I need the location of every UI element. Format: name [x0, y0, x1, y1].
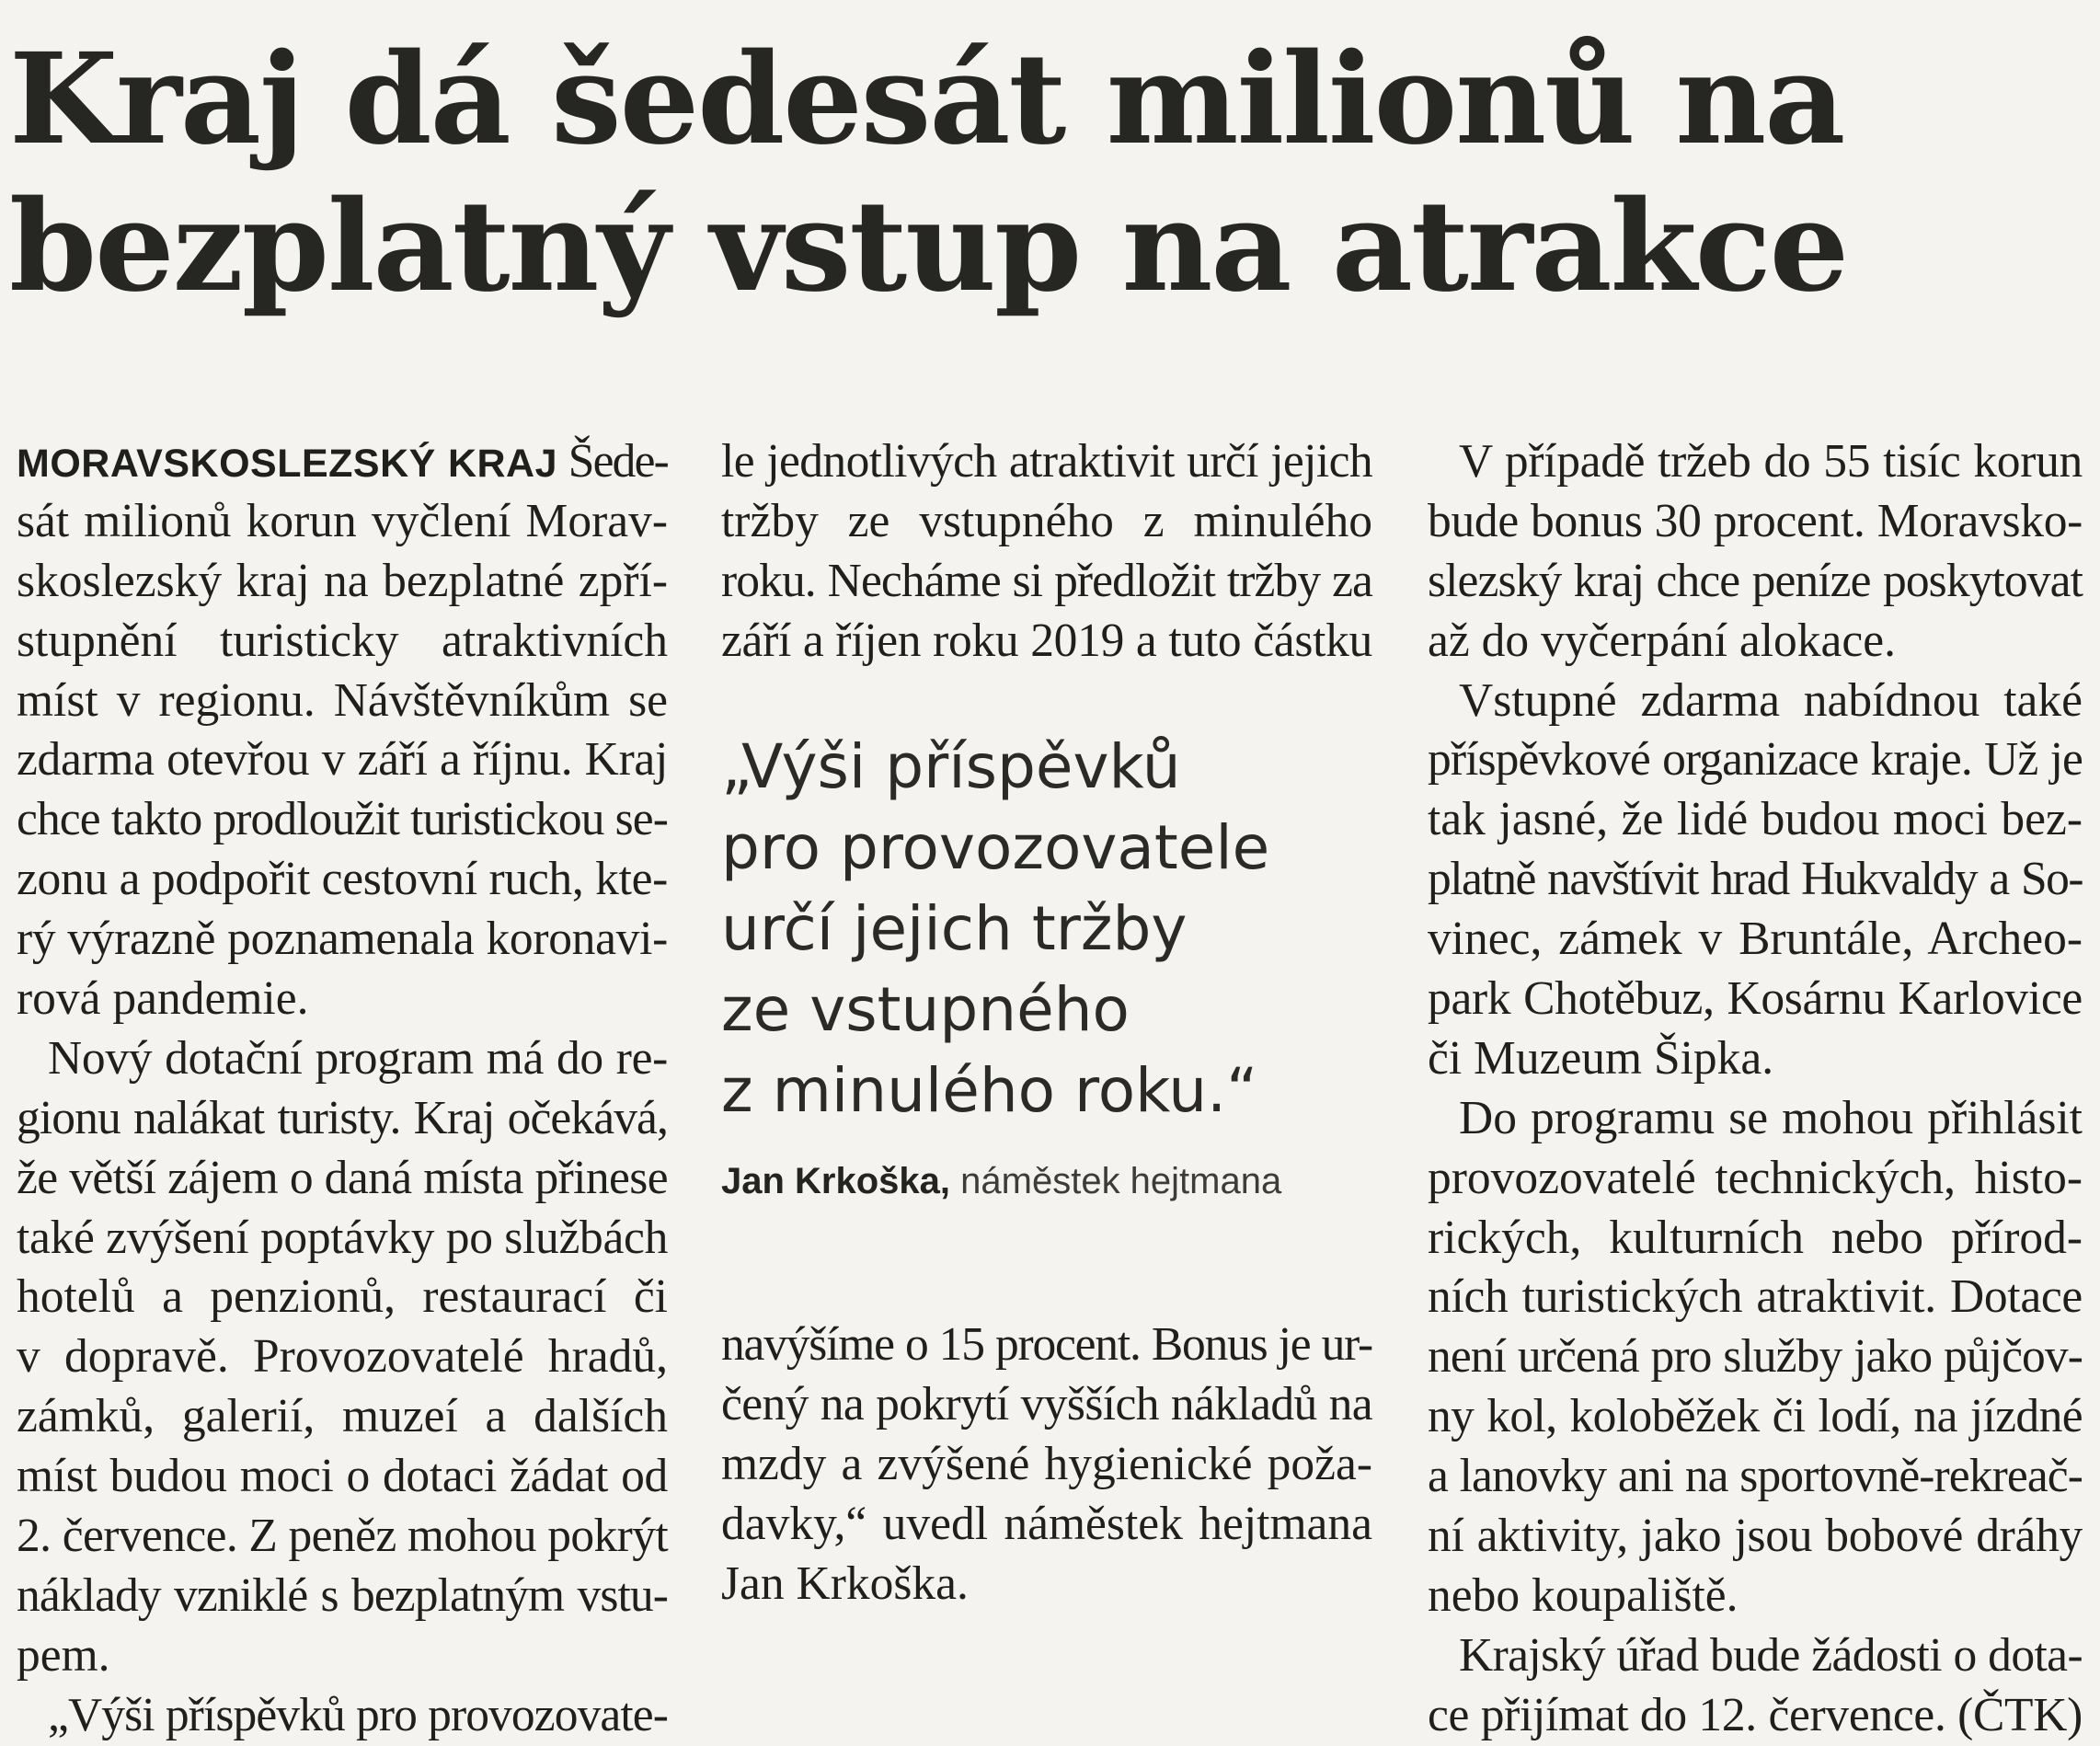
headline-line-2: bezplatný vstup na atrakce — [9, 173, 1848, 320]
text-line: rických, kulturních nebo přírod- — [1428, 1211, 2083, 1264]
column-1-first-line — [17, 432, 668, 492]
text-line: „Výši příspěvků pro provozovate- — [48, 1688, 668, 1741]
column-1-paragraph-2 — [17, 1029, 668, 1686]
text-line: Jan Krkoška. — [721, 1556, 969, 1610]
text-line: slezský kraj chce peníze poskytovat — [1428, 554, 2083, 607]
text-line: navýšíme o 15 procent. Bonus je ur- — [721, 1318, 1372, 1371]
text-line: ny kol, koloběžek či lodí, na jízdné — [1428, 1390, 2083, 1443]
text-line: čený na pokrytí vyšších nákladů na — [721, 1377, 1372, 1430]
text-line: v dopravě. Provozovatelé hradů, — [17, 1330, 668, 1384]
text-line: není určená pro služby jako půjčov- — [1428, 1330, 2083, 1384]
text-line: září a říjen roku 2019 a tuto částku — [721, 614, 1372, 667]
text-line: rová pandemie. — [17, 972, 309, 1026]
text-line: ních turistických atraktivit. Dotace — [1428, 1270, 2083, 1324]
text-line: gionu nalákat turisty. Kraj očekává, — [17, 1091, 668, 1144]
column-3-paragraph-1 — [1428, 432, 2083, 672]
article-column-1 — [17, 432, 668, 1746]
text-line: hotelů a penzionů, restaurací či — [17, 1270, 668, 1324]
text-line: vinec, zámek v Bruntále, Archeo- — [1428, 913, 2083, 966]
pull-quote-line: „Výši příspěvků — [721, 731, 1181, 802]
text-line: bude bonus 30 procent. Moravsko- — [1428, 494, 2083, 547]
text-line: pem. — [17, 1628, 110, 1682]
text-line: tržby ze vstupného z minulého — [721, 494, 1372, 547]
pull-quote-line: ze vstupného — [721, 974, 1130, 1045]
column-1-paragraph-3 — [17, 1686, 668, 1746]
pull-quote-line: z minulého roku.“ — [721, 1055, 1258, 1126]
quote-attribution — [721, 1161, 1383, 1202]
text-line: stupnění turisticky atraktivních — [17, 614, 668, 667]
text-line: tak jasné, že lidé budou moci bez- — [1428, 793, 2083, 846]
text-line: příspěvkové organizace kraje. Už je — [1428, 733, 2083, 787]
pull-quote — [721, 727, 1365, 1131]
article-column-2-top — [721, 432, 1372, 672]
text-line: provozovatelé technických, histo- — [1428, 1151, 2083, 1204]
text-line: Vstupné zdarma nabídnou také — [1459, 673, 2083, 727]
first-line-text: Šede- — [557, 435, 668, 488]
text-line: platně navštívit hrad Hukvaldy a So- — [1428, 853, 2083, 906]
text-line: skoslezský kraj na bezplatné zpří- — [17, 554, 668, 607]
attribution-role: náměstek hejtmana — [950, 1161, 1282, 1201]
text-line: Krajský úřad bude žádosti o dota- — [1459, 1628, 2083, 1682]
text-line: zámků, galerií, muzeí a dalších — [17, 1390, 668, 1443]
text-line: zdarma otevřou v září a říjnu. Kraj — [17, 733, 668, 787]
text-line: mzdy a zvýšené hygienické poža- — [721, 1437, 1372, 1490]
text-line: roku. Necháme si předložit tržby za — [721, 554, 1372, 607]
text-line: rý výrazně poznamenala koronavi- — [17, 913, 668, 966]
text-line: a lanovky ani na sportovně-rekreač- — [1428, 1450, 2083, 1503]
text-line: ní aktivity, jako jsou bobové dráhy — [1428, 1510, 2083, 1563]
text-line: zonu a podpořit cestovní ruch, kte- — [17, 853, 668, 906]
text-line: náklady vzniklé s bezplatným vstu- — [17, 1568, 668, 1622]
text-line: Nový dotační program má do re- — [48, 1031, 668, 1085]
column-1-paragraph-1 — [17, 492, 668, 1029]
text-line: park Chotěbuz, Kosárnu Karlovice — [1428, 972, 2083, 1026]
article-column-2-bottom — [721, 1315, 1372, 1614]
text-line: V případě tržeb do 55 tisíc korun — [1459, 435, 2083, 488]
pull-quote-line: pro provozovatele — [721, 812, 1270, 883]
headline-line-1: Kraj dá šedesát milionů na — [9, 26, 1844, 173]
attribution-name: Jan Krkoška, — [721, 1161, 951, 1201]
text-line: že větší zájem o daná místa přinese — [17, 1151, 668, 1204]
text-line: také zvýšení poptávky po službách — [17, 1211, 669, 1264]
column-3-paragraph-2 — [1428, 672, 2083, 1089]
text-line: Do programu se mohou přihlásit — [1459, 1091, 2083, 1144]
article-column-3 — [1428, 432, 2083, 1746]
text-line: davky,“ uvedl náměstek hejtmana — [721, 1497, 1372, 1550]
text-line: 2. července. Z peněz mohou pokrýt — [17, 1510, 669, 1563]
text-line: až do vyčerpání alokace. — [1428, 614, 1896, 667]
text-line: ce přijímat do 12. července. (ČTK) — [1428, 1688, 2083, 1741]
text-line: míst budou moci o dotaci žádat od — [17, 1450, 668, 1503]
dateline: MORAVSKOSLEZSKÝ KRAJ — [17, 442, 558, 486]
text-line: či Muzeum Šipka. — [1428, 1031, 1774, 1085]
article-headline — [9, 26, 2088, 320]
text-line: sát milionů korun vyčlení Morav- — [17, 494, 668, 547]
text-line: nebo koupaliště. — [1428, 1568, 1739, 1622]
column-3-paragraph-4 — [1428, 1626, 2083, 1746]
text-line: chce takto prodloužit turistickou se- — [17, 793, 668, 846]
column-3-paragraph-3 — [1428, 1089, 2083, 1626]
text-line: le jednotlivých atraktivit určí jejich — [721, 435, 1372, 488]
text-line: míst v regionu. Návštěvníkům se — [17, 673, 668, 727]
pull-quote-line: určí jejich tržby — [721, 893, 1188, 964]
